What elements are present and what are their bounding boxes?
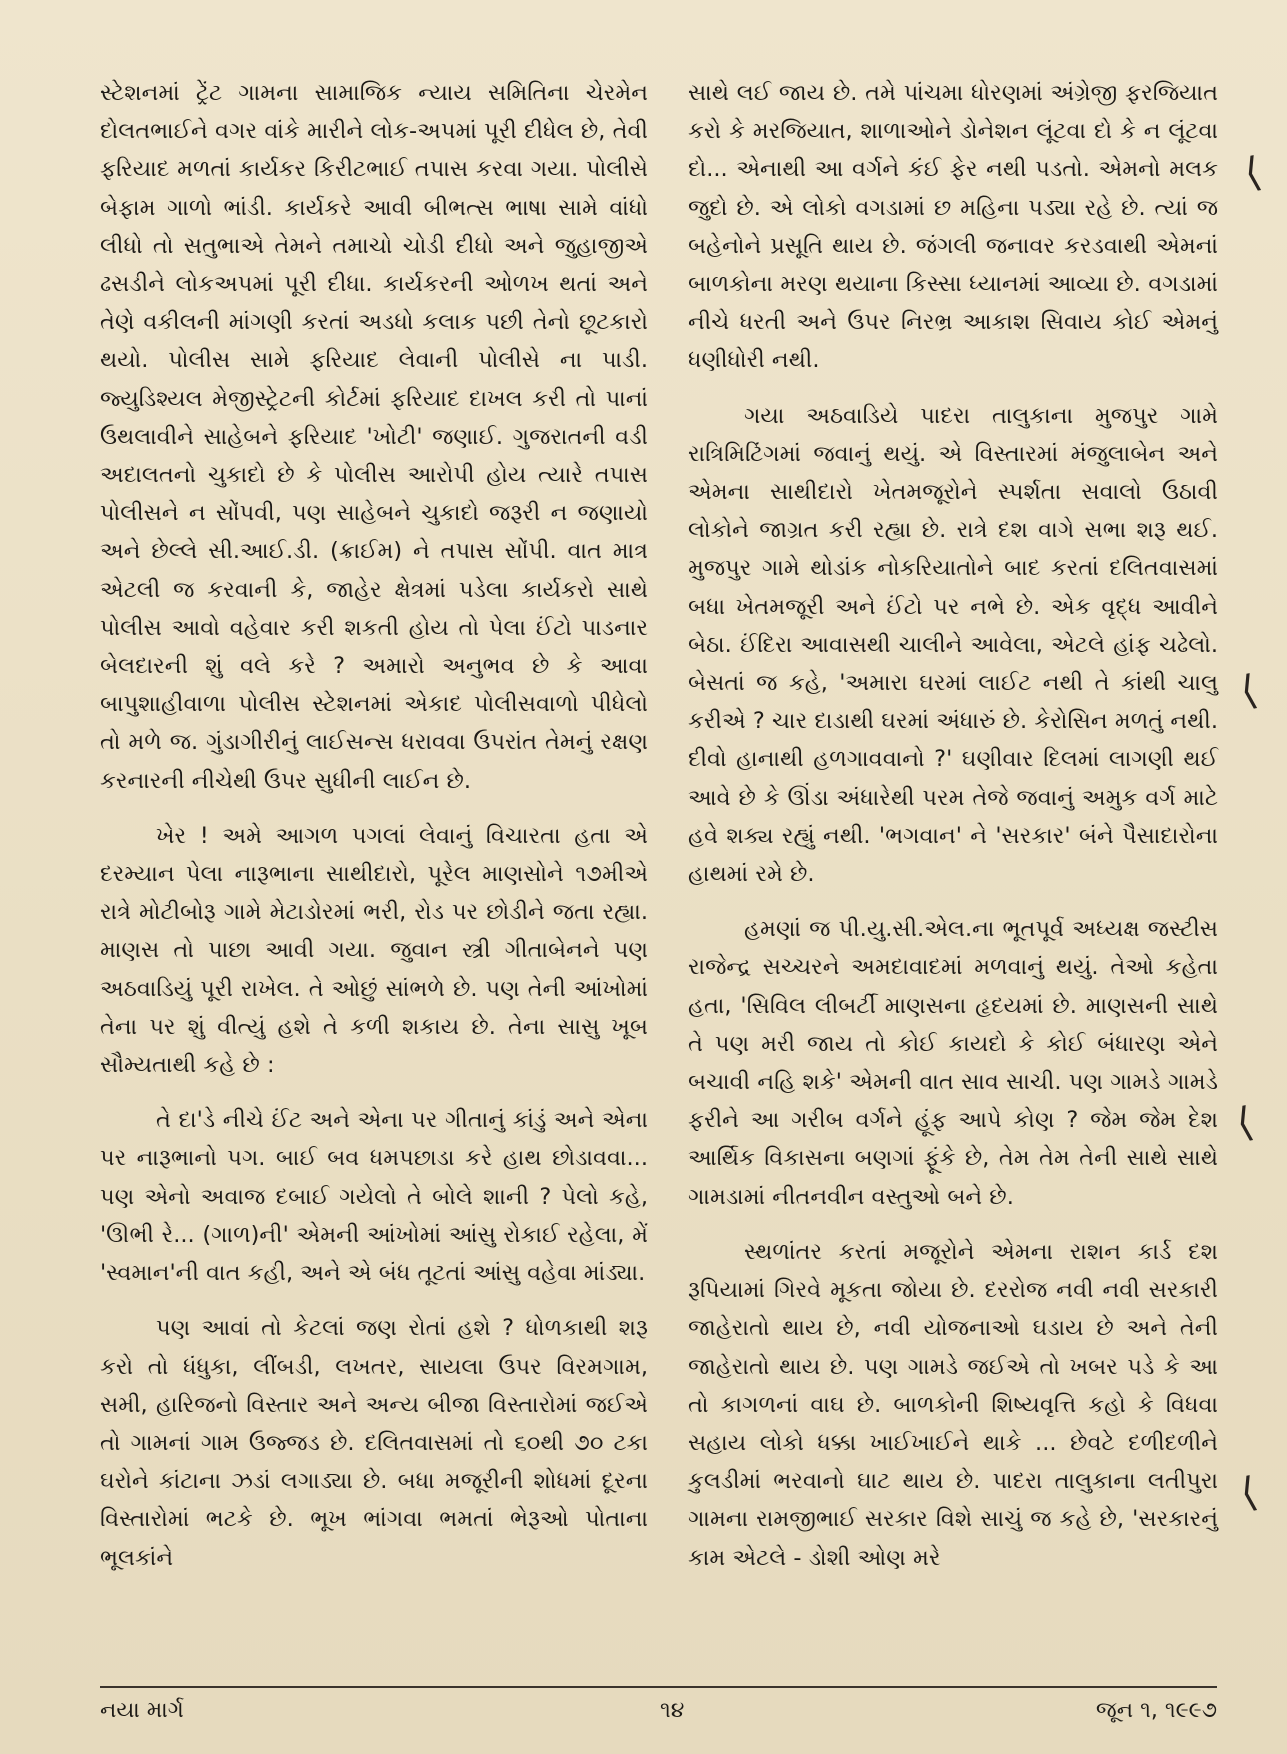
paragraph: પણ આવાં તો કેટલાં જણ રોતાં હશે ? ધોળકાથી શરૂ કરો તો ધંધુકા, લીંબડી, લખતર, સાયલા ઉપર વિરમગામ, સમી, હારિજનો વિસ્તાર અને અન્ય બીજા વિસ્તારોમાં જઈએ તો ગામનાં ગામ ઉજ્જડ છે. દલિતવાસમાં તો ૬૦થી ૭૦ ટકા ઘરોને કાંટાના ઝડાં લગાડ્યા છે. બધા મજૂરીની શોધમાં દૂરના વિસ્તારોમાં ભટકે છે. ભૂખ ભાંગવા ભમતાં ભેરૂઓ પોતાના ભૂલકાંને (100, 1315, 648, 1571)
paragraph: સ્થળાંતર કરતાં મજૂરોને એમના રાશન કાર્ડ દશ રૂપિયામાં ગિરવે મૂકતા જોયા છે. દરરોજ નવી નવી સરકારી જાહેરાતો થાય છે, નવી યોજનાઓ ઘડાય છે અને તેની જાહેરાતો થાય છે. પણ ગામડે જઈએ તો ખબર પડે કે આ તો કાગળનાં વાઘ છે. બાળકોની શિષ્યવૃત્તિ કહો કે વિધવા સહાય લોકો ધક્કા ખાઈખાઈને થાકે ... છેવટે દળીદળીને કુલડીમાં ભરવાનો ઘાટ થાય છે. પાદરા તાલુકાના લતીપુરા ગામના રામજીભાઈ સરકાર વિશે સાચું જ કહે છે, 'સરકારનું કામ એટલે - ડોશી ઓણ મરે (688, 1238, 1218, 1571)
paragraph: ગયા અઠવાડિયે પાદરા તાલુકાના મુજપુર ગામે રાત્રિમિટિંગમાં જવાનું થયું. એ વિસ્તારમાં મંજુલાબેન અને એમના સાથીદારો ખેતમજૂરોને સ્પર્શતા સવાલો ઉઠાવી લોકોને જાગ્રત કરી રહ્યા છે. રાત્રે દશ વાગે સભા શરૂ થઈ. મુજપુર ગામે થોડાંક નોકરિયાતોને બાદ કરતાં દલિતવાસમાં બધા ખેતમજૂરી અને ઈંટો પર નભે છે. એક વૃદ્ધ આવીને બેઠા. ઈંદિરા આવાસથી ચાલીને આવેલા, એટલે હાંફ ચઢેલો. બેસતાં જ કહે, 'અમારા ઘરમાં લાઈટ નથી તે કાંથી ચાલુ કરીએ ? ચાર દાડાથી ઘરમાં અંધારું છે. કેરોસિન મળતું નથી. દીવો હાનાથી હળગાવવાનો ?' ઘણીવાર દિલમાં લાગણી થઈ આવે છે કે ઊંડા અંધારેથી પરમ તેજે જવાનું અમુક વર્ગ માટે હવે શક્ય રહ્યું નથી. 'ભગવાન' ને 'સરકાર' બંને પૈસાદારોના હાથમાં રમે છે. (688, 402, 1218, 888)
left-column (100, 74, 648, 1577)
handwritten-mark-icon: ⟨ (1232, 1098, 1258, 1148)
page-footer (100, 1686, 1217, 1723)
paragraph: ખેર ! અમે આગળ પગલાં લેવાનું વિચારતા હતા એ દરમ્યાન પેલા નારૂભાના સાથીદારો, પૂરેલ માણસોને ૧૭મીએ રાત્રે મોટીબોરૂ ગામે મેટાડોરમાં ભરી, રોડ પર છોડીને જતા રહ્યા. માણસ તો પાછા આવી ગયા. જુવાન સ્ત્રી ગીતાબેનને પણ અઠવાડિયું પૂરી રાખેલ. તે ઓછું સાંભળે છે. પણ તેની આંખોમાં તેના પર શું વીત્યું હશે તે કળી શકાય છે. તેના સાસુ ખૂબ સૌમ્યતાથી કહે છે : (100, 822, 648, 1079)
right-column (688, 74, 1218, 1577)
paragraph: તે દા'ડે નીચે ઈંટ અને એના પર ગીતાનું કાંડું અને એના પર નારૂભાનો પગ. બાઈ બવ ધમપછાડા કરે હાથ છોડાવવા... પણ એનો અવાજ દબાઈ ગયેલો તે બોલે શાની ? પેલો કહે, 'ઊભી રે... (ગાળ)ની' એમની આંખોમાં આંસુ રોકાઈ રહેલા, મેં 'સ્વમાન'ની વાત કહી, અને એ બંધ તૂટતાં આંસુ વહેવા માંડ્યા. (100, 1107, 648, 1287)
paragraph: હમણાં જ પી.યુ.સી.એલ.ના ભૂતપૂર્વ અધ્યક્ષ જસ્ટીસ રાજેન્દ્ર સચ્ચરને અમદાવાદમાં મળવાનું થયું. તેઓ કહેતા હતા, 'સિવિલ લીબર્ટી માણસના હૃદયમાં છે. માણસની સાથે તે પણ મરી જાય તો કોઈ કાયદો કે કોઈ બંધારણ એને બચાવી નહિ શકે' એમની વાત સાવ સાચી. પણ ગામડે ગામડે ફરીને આ ગરીબ વર્ગને હૂંફ આપે કોણ ? જેમ જેમ દેશ આર્થિક વિકાસના બણગાં ફૂંકે છે, તેમ તેમ તેની સાથે સાથે ગામડામાં નીતનવીન વસ્તુઓ બને છે. (688, 916, 1218, 1210)
paragraph: સ્ટેશનમાં ટ્રેંટ ગામના સામાજિક ન્યાય સમિતિના ચેરમેન દોલતભાઈને વગર વાંકે મારીને લોક-અપમાં પૂરી દીધેલ છે, તેવી ફરિયાદ મળતાં કાર્યકર કિરીટભાઈ તપાસ કરવા ગયા. પોલીસે બેફામ ગાળો ભાંડી. કાર્યકરે આવી બીભત્સ ભાષા સામે વાંધો લીધો તો સતુભાએ તેમને તમાચો ચોડી દીધો અને જુહાજીએ ઢસડીને લોકઅપમાં પૂરી દીધા. કાર્યકરની ઓળખ થતાં અને તેણે વકીલની માંગણી કરતાં અડધો કલાક પછી તેનો છૂટકારો થયો. પોલીસ સામે ફરિયાદ લેવાની પોલીસે ના પાડી. જ્યુડિશ્યલ મેજીસ્ટ્રેટની કોર્ટમાં ફરિયાદ દાખલ કરી તો પાનાં ઉથલાવીને સાહેબને ફરિયાદ 'ખોટી' જણાઈ. ગુજરાતની વડી અદાલતનો ચુકાદો છે કે પોલીસ આરોપી હોય ત્યારે તપાસ પોલીસને ન સોંપવી, પણ સાહેબને ચુકાદો જરૂરી ન જણાયો અને છેલ્લે સી.આઈ.ડી. (ક્રાઈમ) ને તપાસ સોંપી. વાત માત્ર એટલી જ કરવાની કે, જાહેર ક્ષેત્રમાં પડેલા કાર્યકરો સાથે પોલીસ આવો વહેવાર કરી શકતી હોય તો પેલા ઈંટો પાડનાર બેલદારની શું વલે કરે ? અમારો અનુભવ છે કે આવા બાપુશાહીવાળા પોલીસ સ્ટેશનમાં એકાદ પોલીસવાળો પીધેલો તો મળે જ. ગુંડાગીરીનું લાઈસન્સ ધરાવવા ઉપરાંત તેમનું રક્ષણ કરનારની નીચેથી ઉપર સુધીની લાઈન છે. (100, 80, 648, 794)
issue-date: જૂન ૧, ૧૯૯૭ (1095, 1698, 1217, 1723)
paragraph: સાથે લઈ જાય છે. તમે પાંચમા ધોરણમાં અંગ્રેજી ફરજિયાત કરો કે મરજિયાત, શાળાઓને ડોનેશન લૂંટવા દો કે ન લૂંટવા દો... એનાથી આ વર્ગને કંઈ ફેર નથી પડતો. એમનો મલક જુદો છે. એ લોકો વગડામાં છ મહિના પડ્યા રહે છે. ત્યાં જ બહેનોને પ્રસૂતિ થાય છે. જંગલી જનાવર કરડવાથી એમનાં બાળકોના મરણ થયાના કિસ્સા ધ્યાનમાં આવ્યા છે. વગડામાં નીચે ધરતી અને ઉપર નિરભ્ર આકાશ સિવાય કોઈ એમનું ધણીધોરી નથી. (688, 80, 1218, 374)
handwritten-mark-icon: ⟨ (1236, 666, 1262, 716)
magazine-name: નયા માર્ગ (100, 1698, 184, 1723)
handwritten-mark-icon: ⟨ (1240, 148, 1266, 198)
page-number: ૧૪ (660, 1698, 685, 1723)
handwritten-mark-icon: ⟨ (1236, 1468, 1262, 1518)
